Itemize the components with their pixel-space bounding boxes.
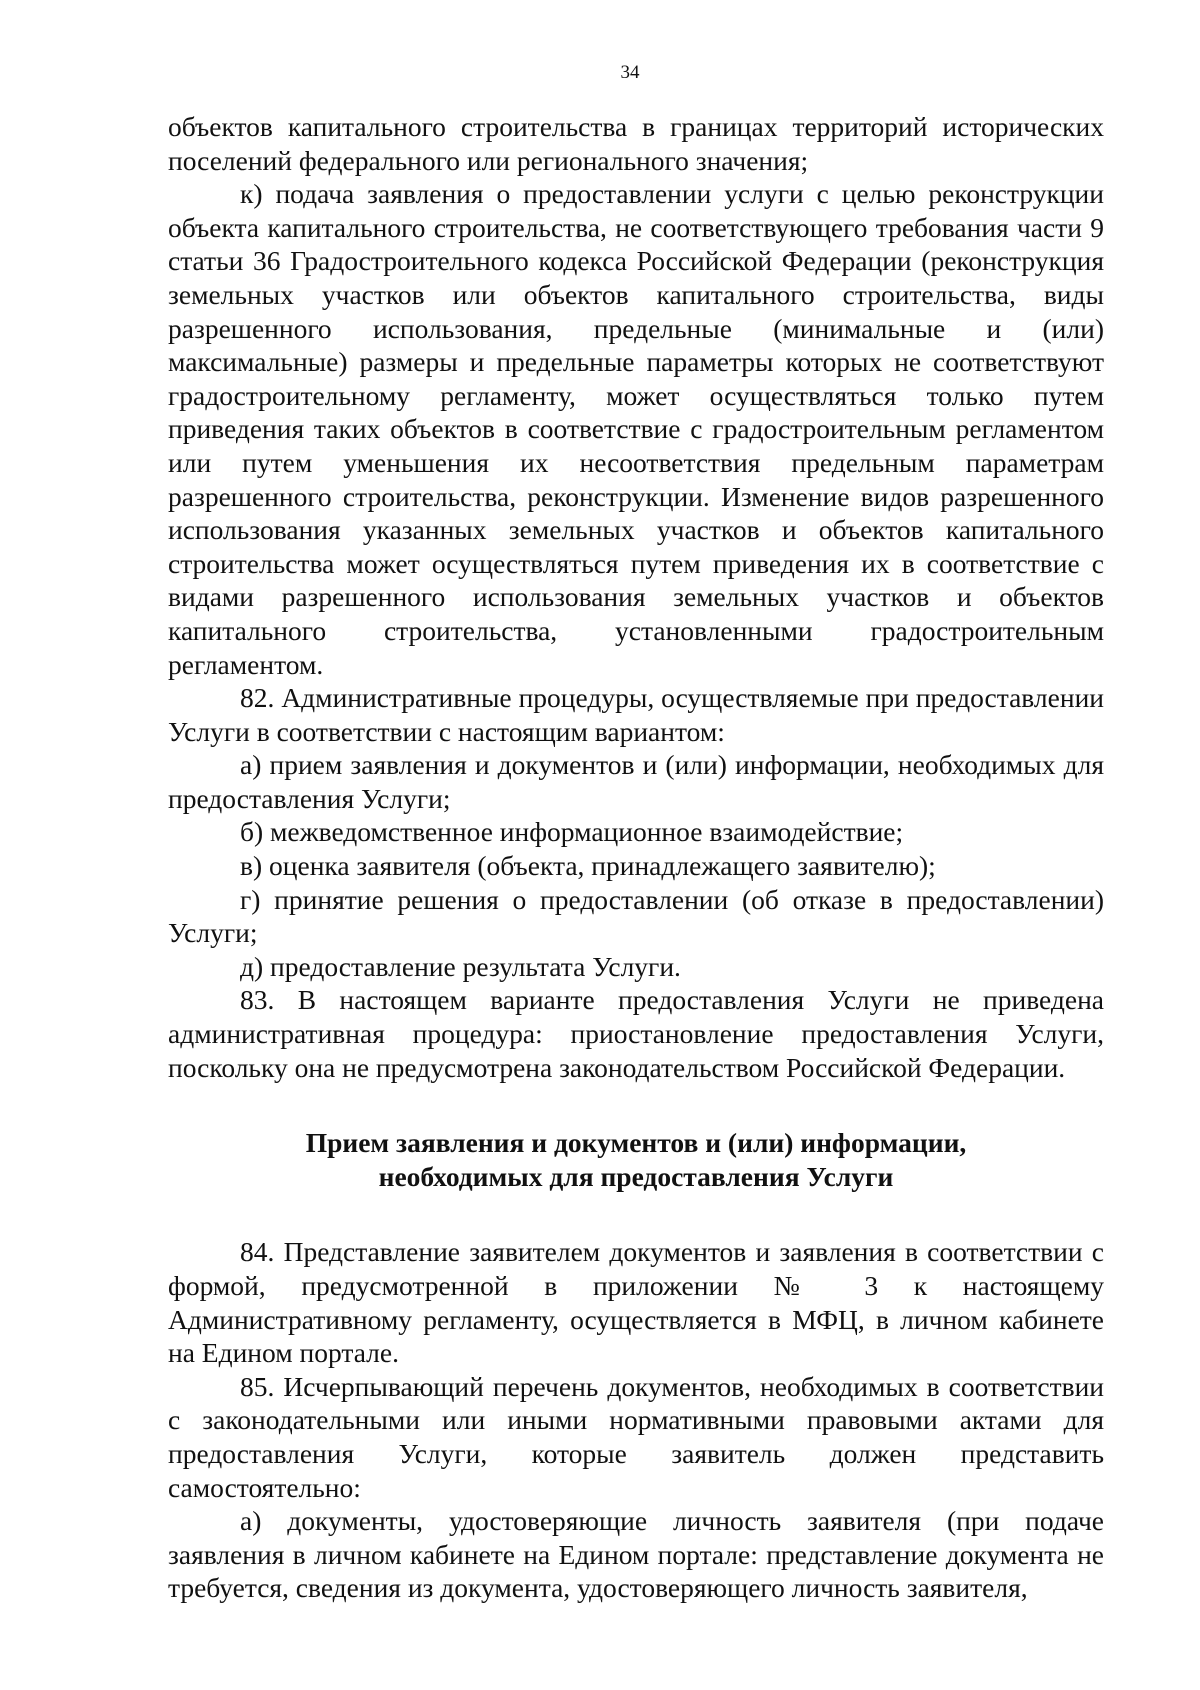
paragraph: 82. Административные процедуры, осуществляемые при предоставлении Услуги в соответствии с настоящим вариантом: — [168, 682, 1104, 747]
section-heading-line-2: необходимых для предоставления Услуги — [378, 1160, 894, 1192]
paragraph: 84. Представление заявителем документов и заявления в соответствии с формой, предусмотренной в приложении № 3 к настоящему Административному регламенту, осуществляется в МФЦ, в личном кабинете на Едином портале. — [168, 1236, 1104, 1369]
paragraph: 83. В настоящем варианте предоставления Услуги не приведена административная процедура: приостановление предоставления Услуги, поскольку она не предусмотрена законодательством Российской Федерации. — [168, 984, 1104, 1083]
paragraphs-bottom — [168, 1235, 1104, 1605]
paragraph: 85. Исчерпывающий перечень документов, необходимых в соответствии с законодательными или иными нормативными правовыми актами для предоставления Услуги, которые заявитель должен представить самостоятельно: — [168, 1370, 1104, 1503]
paragraphs-top — [168, 110, 1104, 1084]
document-body — [168, 110, 1104, 1605]
paragraph: а) документы, удостоверяющие личность заявителя (при подаче заявления в личном кабинете на Едином портале: представление документа не требуется, сведения из документа, удостоверяющего личность заявителя, — [168, 1505, 1104, 1604]
paragraph: объектов капитального строительства в границах территорий исторических поселений федерального или регионального значения; — [168, 111, 1104, 176]
paragraph: а) прием заявления и документов и (или) информации, необходимых для предоставления Услуги; — [168, 749, 1104, 814]
paragraph: д) предоставление результата Услуги. — [240, 950, 681, 982]
section-heading-line-1: Прием заявления и документов и (или) информации, — [305, 1127, 967, 1159]
section-heading — [168, 1126, 1104, 1193]
page-number: 34 — [620, 62, 640, 83]
paragraph: к) подача заявления о предоставлении услуги с целью реконструкции объекта капитального строительства, не соответствующего требования части 9 статьи 36 Градостроительного кодекса Российской Федерации (реконструкция земельных участков или объектов капитального строительства, виды разрешенного использования, предельные (минимальные и (или) максимальные) размеры и предельные параметры которых не соответствуют градостроительному регламенту, может осуществляться только путем приведения таких объектов в соответствие с градостроительным регламентом или путем уменьшения их несоответствия предельным параметрам разрешенного строительства, реконструкции. Изменение видов разрешенного использования указанных земельных участков и объектов капитального строительства может осуществляться путем приведения их в соответствие с видами разрешенного использования земельных участков и объектов капитального строительства, установленными градостроительным регламентом. — [168, 178, 1104, 680]
paragraph: в) оценка заявителя (объекта, принадлежащего заявителю); — [240, 850, 936, 882]
paragraph: г) принятие решения о предоставлении (об отказе в предоставлении) Услуги; — [168, 883, 1104, 949]
paragraph: б) межведомственное информационное взаимодействие; — [240, 816, 904, 848]
